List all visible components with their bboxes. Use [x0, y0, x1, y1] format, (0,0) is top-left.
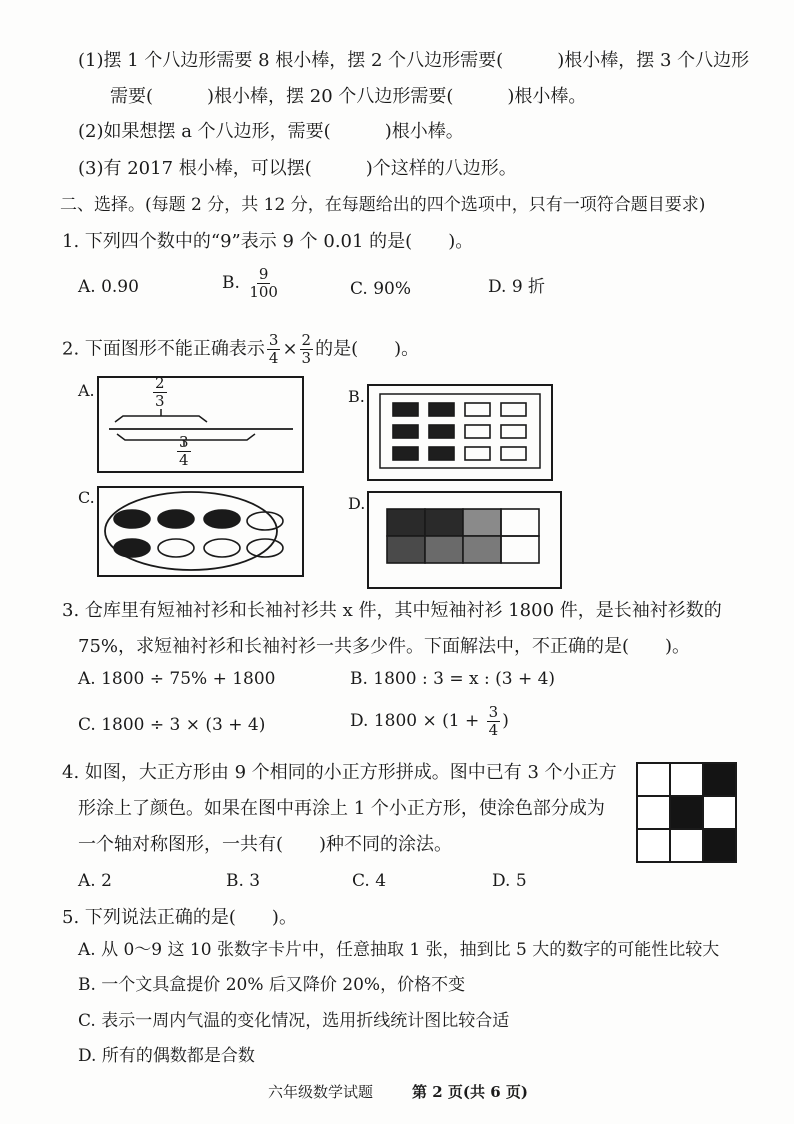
q2-figure-c [97, 486, 304, 577]
blank-square [637, 829, 670, 862]
q5-option-d: D. 所有的偶数都是合数 [78, 1046, 255, 1066]
footer-page-number: 第 2 页(共 6 页) [412, 1083, 528, 1101]
q3-option-d-pre: D. 1800 × (1 + [350, 711, 480, 731]
q3-option-b: B. 1800 : 3 = x : (3 + 4) [350, 669, 556, 689]
shaded-cell [425, 536, 463, 563]
filled-rect [393, 403, 418, 416]
blank-square [637, 796, 670, 829]
empty-rect [501, 447, 526, 460]
q1-option-b [222, 266, 282, 301]
q5-option-c: C. 表示一周内气温的变化情况，选用折线统计图比较合适 [78, 1011, 510, 1031]
q-cont-line4: (3)有 2017 根小棒，可以摆( )个这样的八边形。 [78, 158, 517, 179]
q3-option-a: A. 1800 ÷ 75% + 1800 [78, 669, 276, 689]
colored-square [670, 796, 703, 829]
q4-option-b: B. 3 [226, 871, 261, 891]
blank-square [670, 829, 703, 862]
segment-diagram [99, 378, 302, 471]
frac-denominator: 4 [179, 451, 189, 469]
frac-numerator: 3 [179, 433, 189, 451]
q-cont-line3: (2)如果想摆 a 个八边形，需要( )根小棒。 [78, 121, 464, 142]
frac-denominator: 4 [488, 721, 499, 739]
blank-square [703, 796, 736, 829]
q5-option-b: B. 一个文具盒提价 20% 后又降价 20%，价格不变 [78, 975, 466, 995]
q-cont-line1: (1)摆 1 个八边形需要 8 根小棒，摆 2 个八边形需要( )根小棒，摆 3 个八边形 [78, 50, 750, 71]
q1-option-b-prefix: B. [222, 273, 240, 293]
times-sign: × [282, 338, 298, 360]
blank-square [637, 763, 670, 796]
blank-square [670, 763, 703, 796]
q4-nine-square-grid [635, 761, 739, 867]
q1-option-a: A. 0.90 [78, 277, 139, 297]
q3-option-d [350, 704, 509, 739]
frac-numerator: 3 [268, 331, 279, 349]
q3-line1: 3. 仓库里有短袖衬衫和长袖衬衫共 x 件，其中短袖衬衫 1800 件，是长袖衬衫数的 [62, 600, 722, 621]
colored-square [703, 763, 736, 796]
q3-option-d-post: ) [502, 711, 509, 731]
q2-figure-d [367, 491, 562, 589]
frac-numerator: 9 [258, 265, 269, 283]
empty-rect [501, 403, 526, 416]
q4-option-a: A. 2 [78, 871, 112, 891]
filled-oval [114, 510, 150, 528]
section-title: 二、选择。(每题 2 分，共 12 分，在每题给出的四个选项中，只有一项符合题目要求) [60, 195, 706, 215]
q2-label-d: D. [348, 494, 366, 513]
empty-rect [465, 425, 490, 438]
filled-oval [204, 510, 240, 528]
a-bottom-fraction [177, 434, 191, 469]
shaded-cell [425, 509, 463, 536]
empty-cell [501, 536, 539, 563]
footer-subject: 六年级数学试题 [268, 1083, 374, 1101]
q2-label-c: C. [78, 488, 95, 507]
q3-option-d-fraction [487, 704, 501, 739]
q4-line2: 形涂上了颜色。如果在图中再涂上 1 个小正方形，使涂色部分成为 [78, 798, 605, 819]
empty-cell [501, 509, 539, 536]
empty-oval [247, 539, 283, 557]
q2-figure-a [97, 376, 304, 473]
filled-rect [393, 425, 418, 438]
q1-option-c: C. 90% [350, 279, 411, 299]
shaded-grid [369, 493, 560, 587]
q2-stem-pre: 2. 下面图形不能正确表示 [62, 338, 265, 360]
frac-numerator: 2 [301, 331, 312, 349]
q2-stem [62, 332, 419, 367]
q4-option-d: D. 5 [492, 871, 527, 891]
empty-rect [501, 425, 526, 438]
q2-stem-post: 的是( )。 [315, 338, 420, 360]
q1-option-b-fraction [247, 266, 280, 301]
filled-oval [114, 539, 150, 557]
q5-stem: 5. 下列说法正确的是( )。 [62, 907, 297, 928]
shaded-cell [463, 536, 501, 563]
filled-rect [429, 447, 454, 460]
q1-option-d: D. 9 折 [488, 277, 546, 297]
frac-numerator: 3 [488, 703, 499, 721]
shaded-cell [463, 509, 501, 536]
frac-denominator: 3 [301, 349, 312, 367]
filled-rect [429, 403, 454, 416]
shaded-cell [387, 509, 425, 536]
frac-denominator: 4 [268, 349, 279, 367]
outer-ellipse [105, 492, 277, 570]
filled-rect [393, 447, 418, 460]
empty-rect [465, 447, 490, 460]
q-cont-line2: 需要( )根小棒，摆 20 个八边形需要( )根小棒。 [110, 86, 587, 107]
frac-numerator: 2 [155, 374, 165, 392]
q2-fraction-2 [300, 332, 314, 367]
empty-rect [465, 403, 490, 416]
q5-option-a: A. 从 0～9 这 10 张数字卡片中，任意抽取 1 张，抽到比 5 大的数字的可能性比较大 [78, 940, 720, 960]
q3-option-c: C. 1800 ÷ 3 × (3 + 4) [78, 715, 266, 735]
q4-line3: 一个轴对称图形，一共有( )种不同的涂法。 [78, 834, 453, 855]
rectangles-grid [369, 386, 551, 479]
empty-oval [204, 539, 240, 557]
a-top-fraction [153, 375, 167, 410]
brace-two-thirds [115, 416, 207, 422]
frac-denominator: 100 [249, 283, 278, 301]
frac-denominator: 3 [155, 392, 165, 410]
filled-oval [158, 510, 194, 528]
filled-rect [429, 425, 454, 438]
q2-fraction-1 [267, 332, 281, 367]
q2-label-b: B. [348, 387, 365, 406]
ovals-figure [99, 488, 302, 575]
q1-stem: 1. 下列四个数中的“9”表示 9 个 0.01 的是( )。 [62, 231, 474, 252]
q4-option-c: C. 4 [352, 871, 387, 891]
empty-oval [158, 539, 194, 557]
q2-label-a: A. [78, 381, 95, 400]
q3-line2: 75%，求短袖衬衫和长袖衬衫一共多少件。下面解法中，不正确的是( )。 [78, 636, 691, 657]
colored-square [703, 829, 736, 862]
q4-line1: 4. 如图，大正方形由 9 个相同的小正方形拼成。图中已有 3 个小正方 [62, 762, 617, 783]
q2-figure-b [367, 384, 553, 481]
shaded-cell [387, 536, 425, 563]
empty-oval [247, 512, 283, 530]
